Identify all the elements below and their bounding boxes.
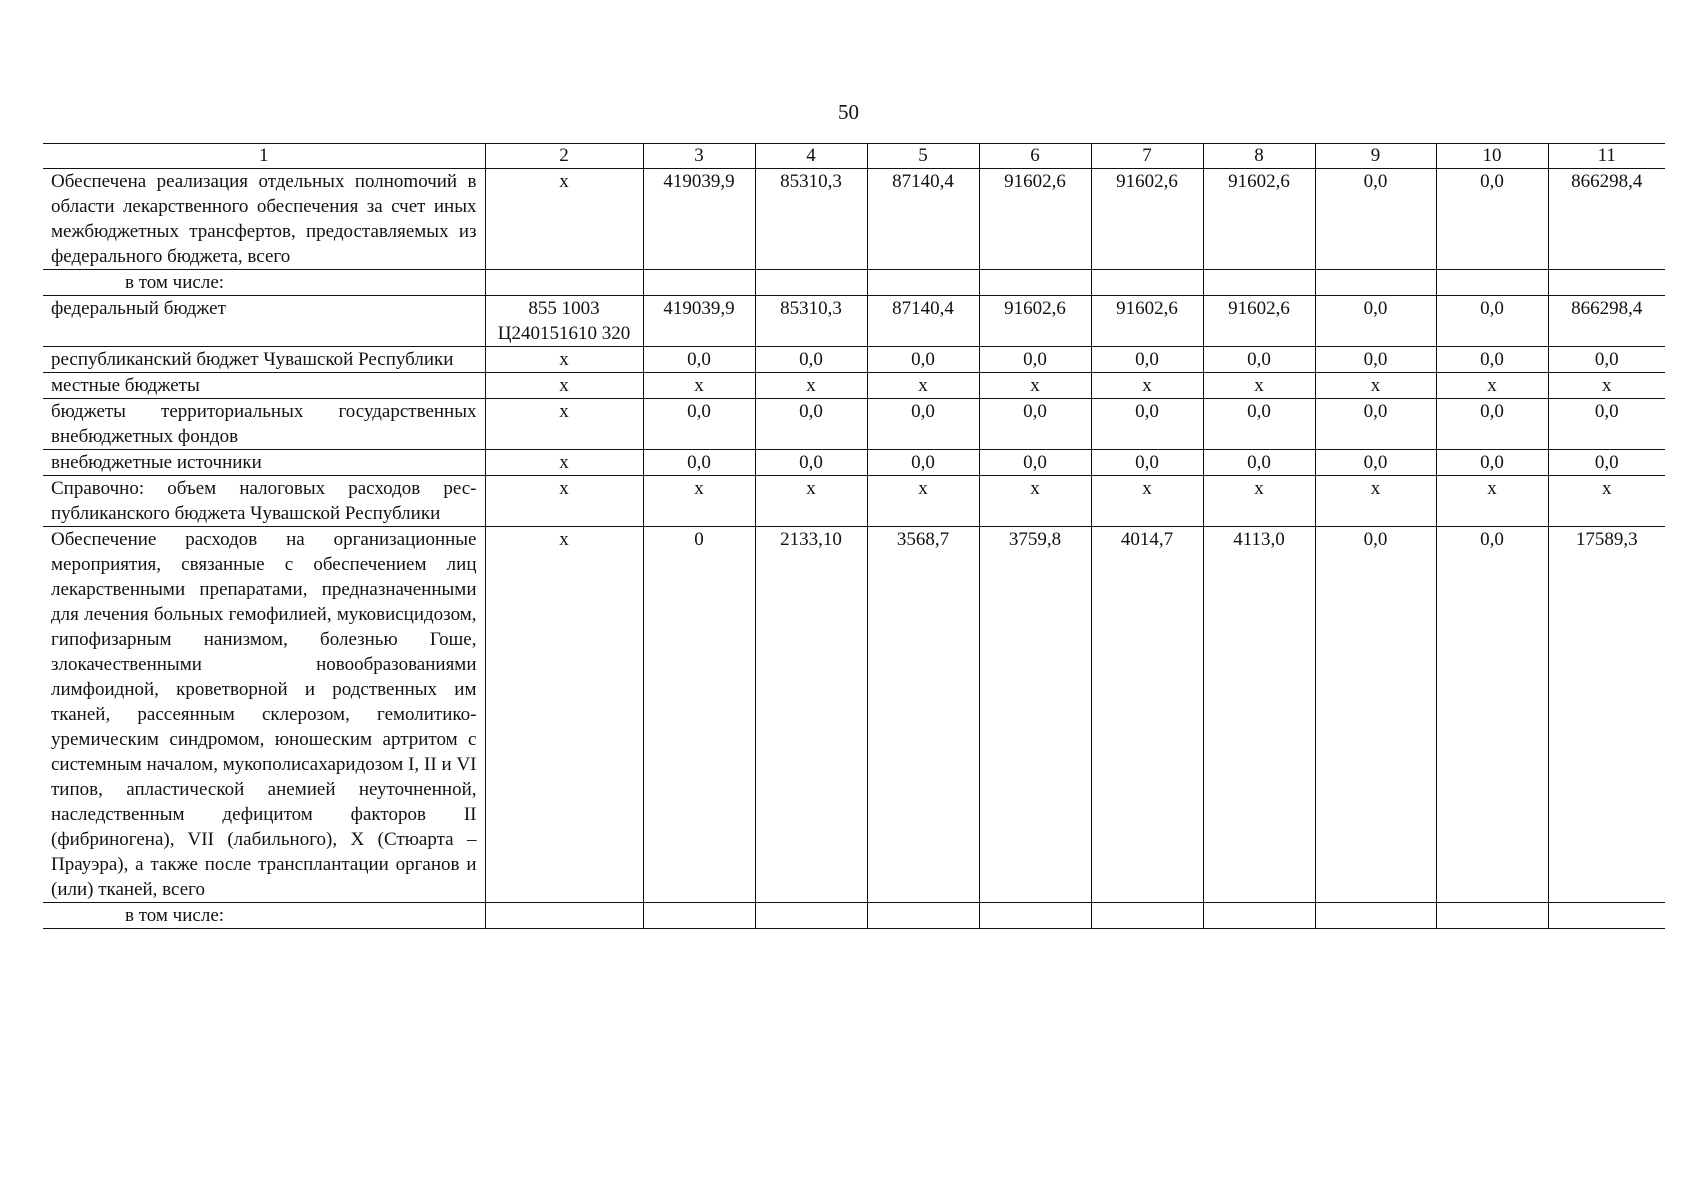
value-cell: х [755,476,867,527]
value-cell: 3568,7 [867,527,979,903]
value-cell: х [867,476,979,527]
value-cell: 0,0 [1315,527,1436,903]
subheading-cell: в том числе: [43,270,485,296]
table-header-row [43,144,1665,169]
budget-code-cell: х [485,373,643,399]
header-cell: 8 [1203,144,1315,169]
row-label-cell: федеральный бюджет [43,296,485,347]
value-cell: х [755,373,867,399]
value-cell [1548,903,1665,929]
value-cell: 0,0 [1091,450,1203,476]
subheading-cell: в том числе: [43,903,485,929]
budget-code-cell: х [485,450,643,476]
value-cell: х [643,373,755,399]
table-row [43,450,1665,476]
header-cell: 4 [755,144,867,169]
value-cell: 0,0 [1203,450,1315,476]
value-cell: х [979,476,1091,527]
value-cell: 0,0 [867,347,979,373]
value-cell [867,903,979,929]
value-cell [755,270,867,296]
budget-code-cell: х [485,399,643,450]
value-cell: х [1091,373,1203,399]
value-cell [1203,270,1315,296]
row-label-cell: Обеспечение расходов на организационные мероприятия, связанные с обеспечением лиц лекарственными препаратами, предназначенными для лечения больных гемофилией, муковисцидозом, гипофизарным нанизмом, болезнью Гоше, злокачественными новообразованиями лимфоидной, кроветворной и родственных им тканей, рассеянным склерозом, гемолитико-уремическим синдромом, юношеским артритом с системным началом, мукополисахаридозом I, II и VI типов, апластической анемией неуточненной, наследственным дефицитом факторов II (фибриногена), VII (лабильного), X (Стюарта – Прауэра), а также после трансплантации органов и (или) тканей, всего [43,527,485,903]
budget-code-cell: 855 1003 Ц240151610 320 [485,296,643,347]
value-cell: 866298,4 [1548,296,1665,347]
header-cell: 3 [643,144,755,169]
table-row [43,399,1665,450]
value-cell: 0,0 [1436,169,1548,270]
header-cell: 7 [1091,144,1203,169]
table-body [43,144,1665,929]
value-cell: 0,0 [1548,450,1665,476]
value-cell: 87140,4 [867,169,979,270]
value-cell: 0,0 [1436,527,1548,903]
value-cell: х [1315,476,1436,527]
value-cell: 0,0 [755,347,867,373]
value-cell [1548,270,1665,296]
value-cell: 0,0 [979,399,1091,450]
row-label-cell: бюджеты территориальных государственных внебюджетных фондов [43,399,485,450]
value-cell: 0,0 [643,347,755,373]
value-cell: 91602,6 [1091,296,1203,347]
value-cell: 87140,4 [867,296,979,347]
value-cell: 0,0 [1091,399,1203,450]
value-cell: 91602,6 [979,169,1091,270]
page-number: 50 [838,100,859,124]
value-cell [1315,270,1436,296]
value-cell [1436,903,1548,929]
value-cell: 0,0 [1091,347,1203,373]
value-cell: 0,0 [755,399,867,450]
value-cell: 91602,6 [979,296,1091,347]
table-row [43,527,1665,903]
value-cell: 91602,6 [1203,296,1315,347]
value-cell: х [1315,373,1436,399]
value-cell: 0,0 [1315,296,1436,347]
table-row [43,169,1665,270]
value-cell: 419039,9 [643,169,755,270]
value-cell: 0,0 [1315,399,1436,450]
value-cell: 4014,7 [1091,527,1203,903]
value-cell: 0,0 [1436,450,1548,476]
row-label-cell: республиканский бюджет Чувашской Республики [43,347,485,373]
value-cell: 0,0 [1436,296,1548,347]
row-label-cell: Справочно: объем налоговых расходов республиканского бюджета Чувашской Республики [43,476,485,527]
value-cell [979,270,1091,296]
value-cell: 0,0 [643,399,755,450]
row-label-cell: Обеспечена реализация отдельных полноmочий в области лекарственного обеспечения за счет иных межбюджетных трансфертов, предоставляемых из федерального бюджета, всего [43,169,485,270]
header-cell: 6 [979,144,1091,169]
value-cell [979,903,1091,929]
table-row [43,296,1665,347]
value-cell [1436,270,1548,296]
value-cell [643,903,755,929]
header-cell: 10 [1436,144,1548,169]
value-cell: 0,0 [1203,399,1315,450]
value-cell: 0,0 [1436,399,1548,450]
table-row [43,373,1665,399]
value-cell: 17589,3 [1548,527,1665,903]
value-cell: х [1203,476,1315,527]
value-cell [1203,903,1315,929]
budget-code-cell: х [485,476,643,527]
value-cell: х [1548,373,1665,399]
value-cell [1091,903,1203,929]
value-cell [1315,903,1436,929]
header-cell: 11 [1548,144,1665,169]
value-cell: 3759,8 [979,527,1091,903]
value-cell: 866298,4 [1548,169,1665,270]
value-cell: х [867,373,979,399]
value-cell: 0 [643,527,755,903]
budget-code-cell: х [485,169,643,270]
value-cell: х [1091,476,1203,527]
value-cell: 419039,9 [643,296,755,347]
value-cell: х [979,373,1091,399]
value-cell [867,270,979,296]
value-cell: 0,0 [979,450,1091,476]
value-cell [755,903,867,929]
header-cell: 5 [867,144,979,169]
value-cell: 0,0 [1315,169,1436,270]
row-label-cell: местные бюджеты [43,373,485,399]
value-cell: х [1548,476,1665,527]
value-cell: 0,0 [867,399,979,450]
value-cell: 0,0 [643,450,755,476]
value-cell: х [643,476,755,527]
value-cell: 0,0 [1315,450,1436,476]
value-cell: 85310,3 [755,169,867,270]
value-cell: 4113,0 [1203,527,1315,903]
budget-code-cell: х [485,527,643,903]
value-cell: 0,0 [1203,347,1315,373]
table-row [43,347,1665,373]
budget-code-cell [485,903,643,929]
budget-code-cell: х [485,347,643,373]
value-cell: 91602,6 [1091,169,1203,270]
value-cell: 0,0 [979,347,1091,373]
table-row [43,903,1665,929]
value-cell: 0,0 [1436,347,1548,373]
value-cell: 2133,10 [755,527,867,903]
value-cell: х [1436,476,1548,527]
header-cell: 1 [43,144,485,169]
value-cell: 0,0 [1315,347,1436,373]
table-row [43,270,1665,296]
value-cell: 0,0 [867,450,979,476]
value-cell: 91602,6 [1203,169,1315,270]
budget-code-cell [485,270,643,296]
table-row [43,476,1665,527]
value-cell [643,270,755,296]
header-cell: 9 [1315,144,1436,169]
value-cell: 85310,3 [755,296,867,347]
header-cell: 2 [485,144,643,169]
budget-table [43,143,1665,929]
value-cell: 0,0 [1548,399,1665,450]
value-cell [1091,270,1203,296]
row-label-cell: внебюджетные источники [43,450,485,476]
value-cell: 0,0 [755,450,867,476]
value-cell: 0,0 [1548,347,1665,373]
value-cell: х [1203,373,1315,399]
value-cell: х [1436,373,1548,399]
